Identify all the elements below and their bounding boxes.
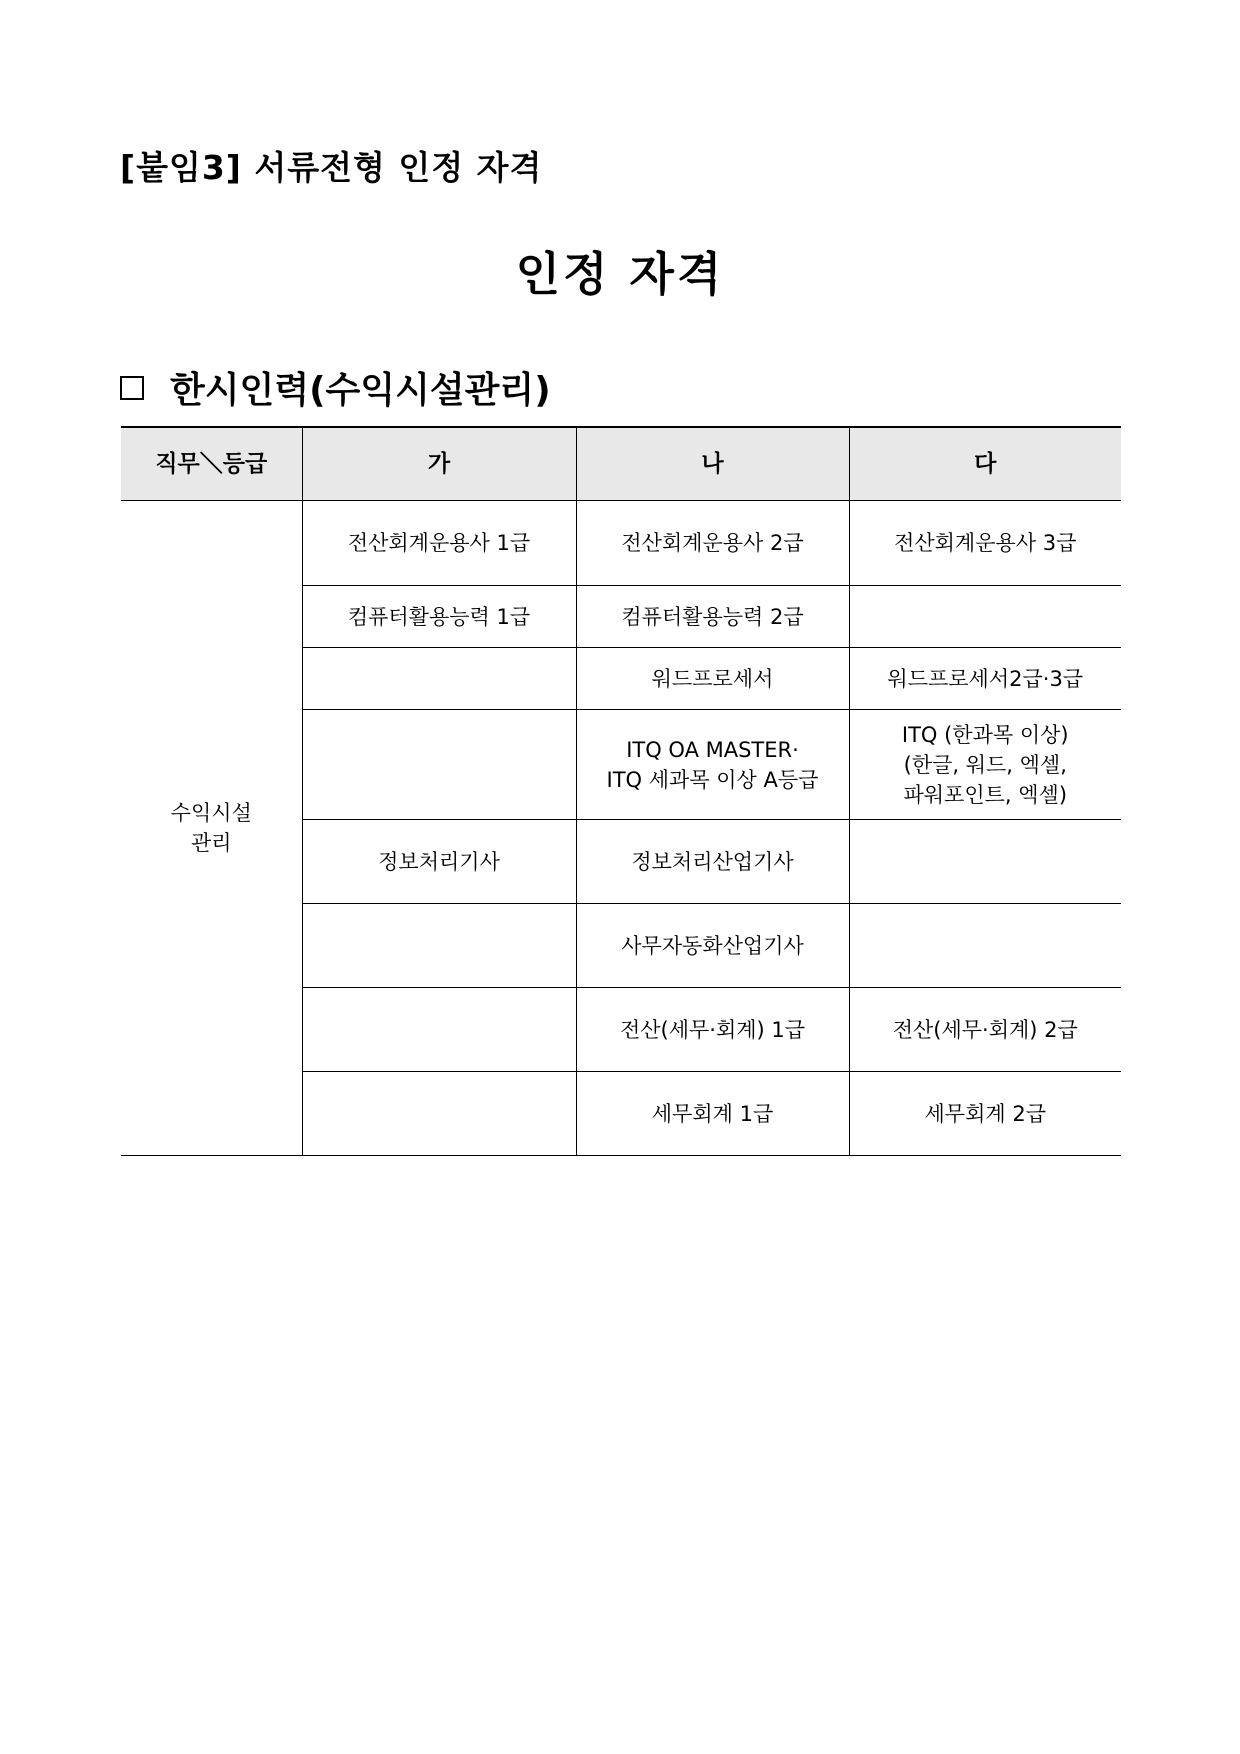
table-cell: 전산(세무·회계) 2급 xyxy=(849,988,1121,1072)
table-cell xyxy=(302,904,576,988)
certification-table xyxy=(121,426,1121,1156)
table-row xyxy=(121,501,1121,586)
header-grade-ga: 가 xyxy=(302,427,576,501)
table-cell: 세무회계 1급 xyxy=(576,1072,849,1156)
header-grade-da: 다 xyxy=(849,427,1121,501)
section-heading xyxy=(120,362,551,413)
table-cell: 컴퓨터활용능력 1급 xyxy=(302,586,576,648)
table-cell xyxy=(849,820,1121,904)
checkbox-square-icon xyxy=(120,376,144,400)
table-cell: 컴퓨터활용능력 2급 xyxy=(576,586,849,648)
table-cell: 전산회계운용사 3급 xyxy=(849,501,1121,586)
table-cell: 정보처리기사 xyxy=(302,820,576,904)
table-cell: ITQ (한과목 이상) (한글, 워드, 엑셀, 파워포인트, 엑셀) xyxy=(849,710,1121,820)
table-cell: 전산회계운용사 1급 xyxy=(302,501,576,586)
table-cell xyxy=(849,904,1121,988)
table-header-row xyxy=(121,427,1121,501)
document-title: 인정 자격 xyxy=(515,247,725,301)
table-cell xyxy=(302,1072,576,1156)
header-role-grade: 직무＼등급 xyxy=(121,427,302,501)
table-cell: 전산(세무·회계) 1급 xyxy=(576,988,849,1072)
table-cell: 사무자동화산업기사 xyxy=(576,904,849,988)
table-cell: 전산회계운용사 2급 xyxy=(576,501,849,586)
table-cell: 워드프로세서2급·3급 xyxy=(849,648,1121,710)
section-heading-text: 한시인력(수익시설관리) xyxy=(170,370,551,411)
role-cell: 수익시설 관리 xyxy=(121,501,302,1156)
table-cell: 워드프로세서 xyxy=(576,648,849,710)
table-cell xyxy=(302,648,576,710)
table-cell xyxy=(302,710,576,820)
table-cell xyxy=(302,988,576,1072)
table-cell xyxy=(849,586,1121,648)
header-grade-na: 나 xyxy=(576,427,849,501)
attachment-title: [붙임3] 서류전형 인정 자격 xyxy=(120,148,543,187)
table-cell: 정보처리산업기사 xyxy=(576,820,849,904)
table-cell: ITQ OA MASTER· ITQ 세과목 이상 A등급 xyxy=(576,710,849,820)
table-cell: 세무회계 2급 xyxy=(849,1072,1121,1156)
